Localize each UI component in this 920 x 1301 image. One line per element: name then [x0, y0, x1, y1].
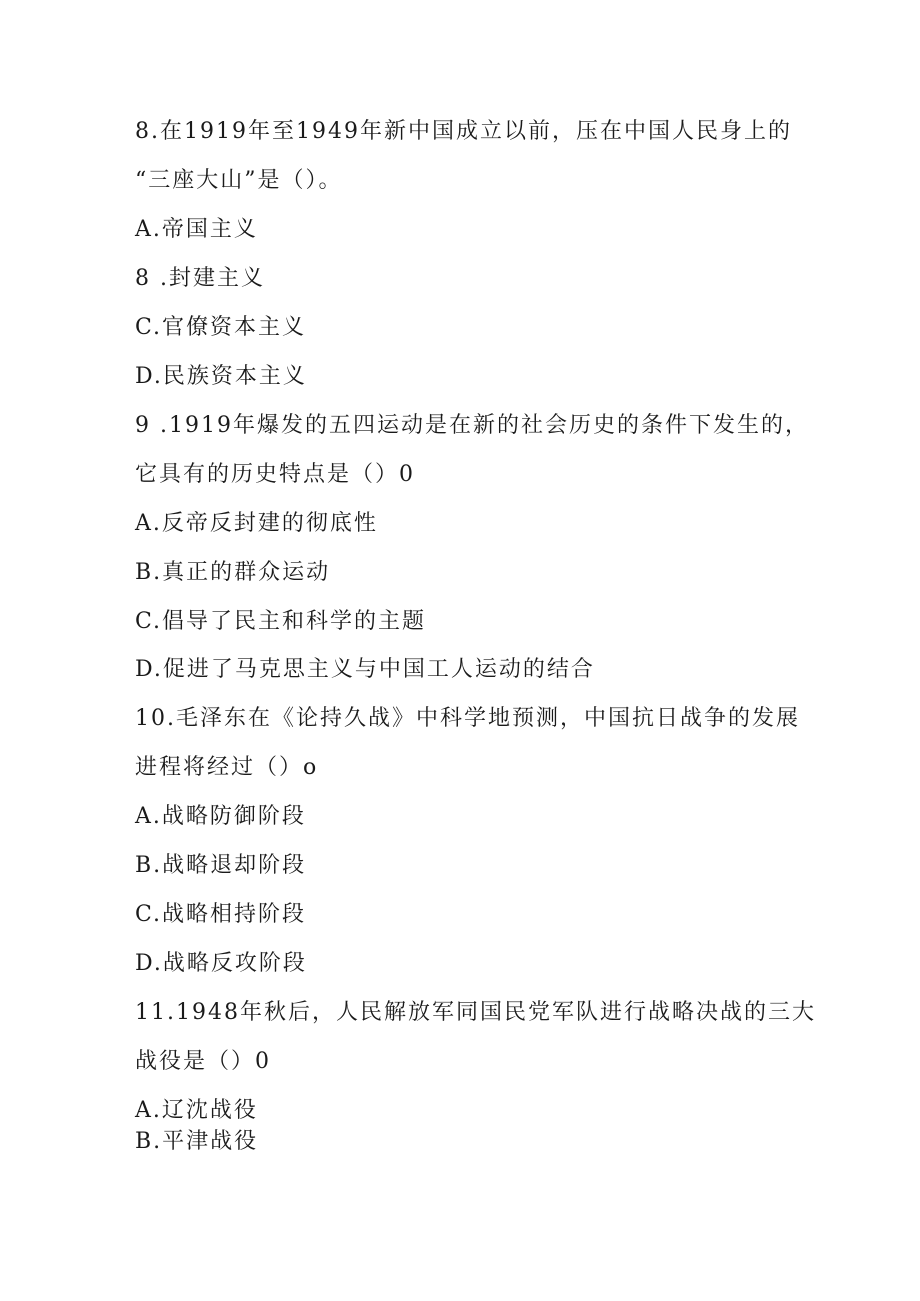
question-8-option-a: A.帝国主义	[135, 217, 258, 242]
question-10-option-a: A.战略防御阶段	[135, 804, 306, 829]
question-10-option-b: B.战略退却阶段	[135, 853, 307, 878]
question-9-option-d: D.促进了马克思主义与中国工人运动的结合	[135, 657, 595, 682]
question-11-option-a: A.辽沈战役	[135, 1098, 258, 1123]
question-9-stem-line-1: 9 .1919年爆发的五四运动是在新的社会历史的条件下发生的，	[135, 413, 809, 438]
question-10-option-c: C.战略相持阶段	[135, 902, 307, 927]
question-9-option-b: B.真正的群众运动	[135, 560, 331, 585]
question-8-option-d: D.民族资本主义	[135, 364, 307, 389]
question-10-stem-line-2: 进程将经过（）o	[135, 755, 319, 780]
question-11-stem-line-2: 战役是（）0	[135, 1049, 271, 1074]
question-8-option-c: C.官僚资本主义	[135, 315, 307, 340]
question-11-stem-line-1: 11.1948年秋后，人民解放军同国民党军队进行战略决战的三大	[135, 1000, 816, 1025]
question-10-stem-line-1: 10.毛泽东在《论持久战》中科学地预测，中国抗日战争的发展	[135, 706, 800, 731]
question-8-stem-line-1: 8.在1919年至1949年新中国成立以前，压在中国人民身上的	[135, 119, 792, 144]
question-9-stem-line-2: 它具有的历史特点是（）0	[135, 462, 415, 487]
question-8-option-b: 8 .封建主义	[135, 266, 265, 291]
question-11-option-b: B.平津战役	[135, 1129, 259, 1154]
question-8-stem-line-2: “三座大山”是（）。	[135, 168, 343, 193]
question-9-option-a: A.反帝反封建的彻底性	[135, 511, 378, 536]
question-9-option-c: C.倡导了民主和科学的主题	[135, 609, 427, 634]
question-10-option-d: D.战略反攻阶段	[135, 951, 307, 976]
